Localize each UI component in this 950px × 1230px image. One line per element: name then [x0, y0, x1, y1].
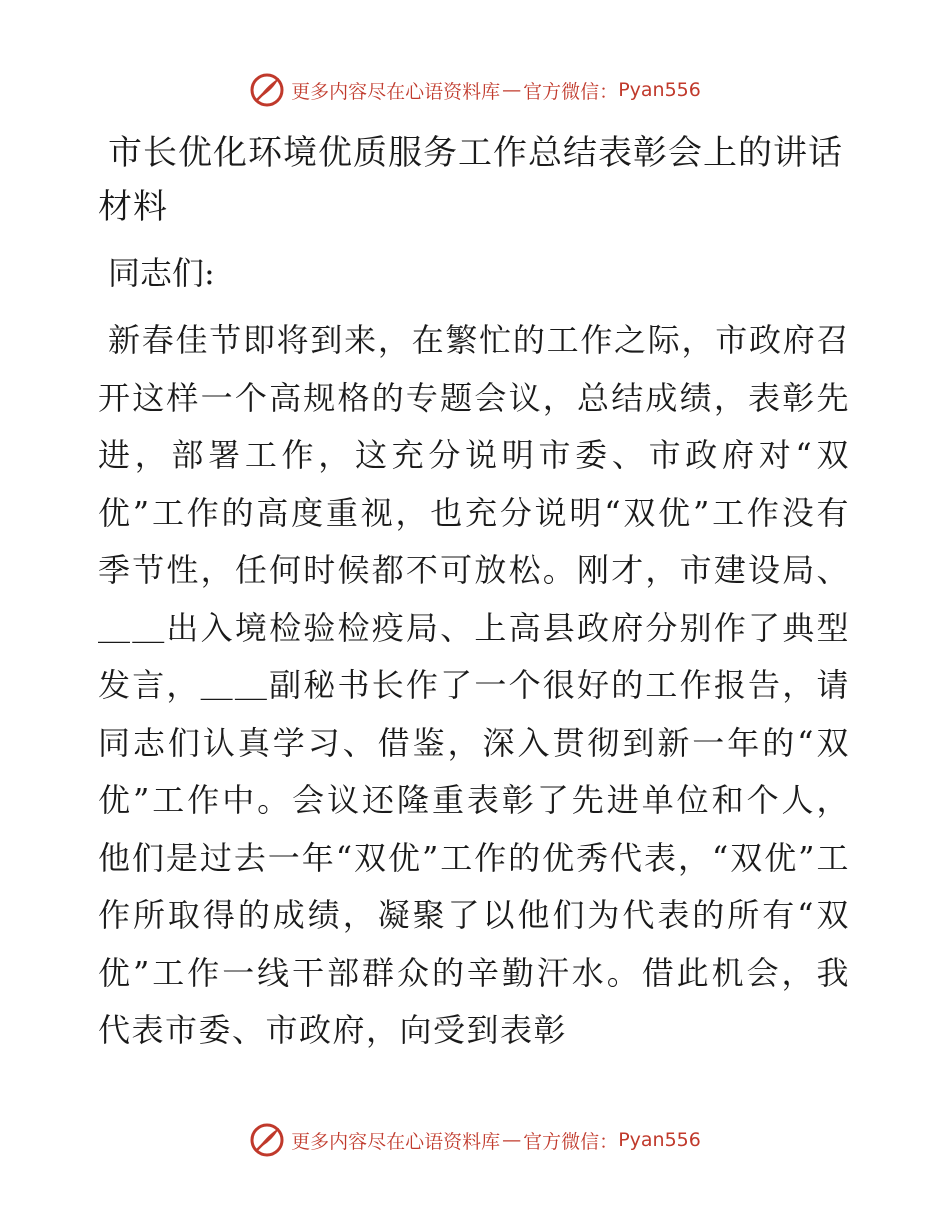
document-title: 市长优化环境优质服务工作总结表彰会上的讲话材料: [98, 133, 843, 227]
banner-text: 更多内容尽在心语资料库: [291, 80, 501, 103]
banner-separator: —: [502, 79, 522, 101]
banner-text-group: [291, 1127, 701, 1154]
banner-separator: —: [502, 1129, 522, 1151]
feather-pen-logo-icon: [249, 1122, 285, 1158]
document-content: [98, 126, 850, 1060]
banner-wechat-label: 官方微信：: [523, 80, 619, 103]
banner-wechat-id: Pyan556: [618, 1129, 701, 1151]
banner-text-group: [291, 77, 701, 104]
banner-wechat-label: 官方微信：: [523, 1130, 619, 1153]
header-banner: [0, 68, 950, 112]
banner-wechat-id: Pyan556: [618, 79, 701, 101]
footer-banner: [0, 1118, 950, 1162]
feather-pen-logo-icon: [249, 72, 285, 108]
salutation: 同志们:: [108, 254, 215, 292]
banner-text: 更多内容尽在心语资料库: [291, 1130, 501, 1153]
body-paragraph: 新春佳节即将到来，在繁忙的工作之际，市政府召开这样一个高规格的专题会议，总结成绩，表彰先进，部署工作，这充分说明市委、市政府对“双优”工作的高度重视，也充分说明“双优”工作没有季节性，任何时候都不可放松。刚才，市建设局、＿＿出入境检验检疫局、上高县政府分别作了典型发言，＿＿副秘书长作了一个很好的工作报告，请同志们认真学习、借鉴，深入贯彻到新一年的“双优”工作中。会议还隆重表彰了先进单位和个人，他们是过去一年“双优”工作的优秀代表，“双优”工作所取得的成绩，凝聚了以他们为代表的所有“双优”工作一线干部群众的辛勤汗水。借此机会，我代表市委、市政府，向受到表彰: [98, 321, 850, 1049]
